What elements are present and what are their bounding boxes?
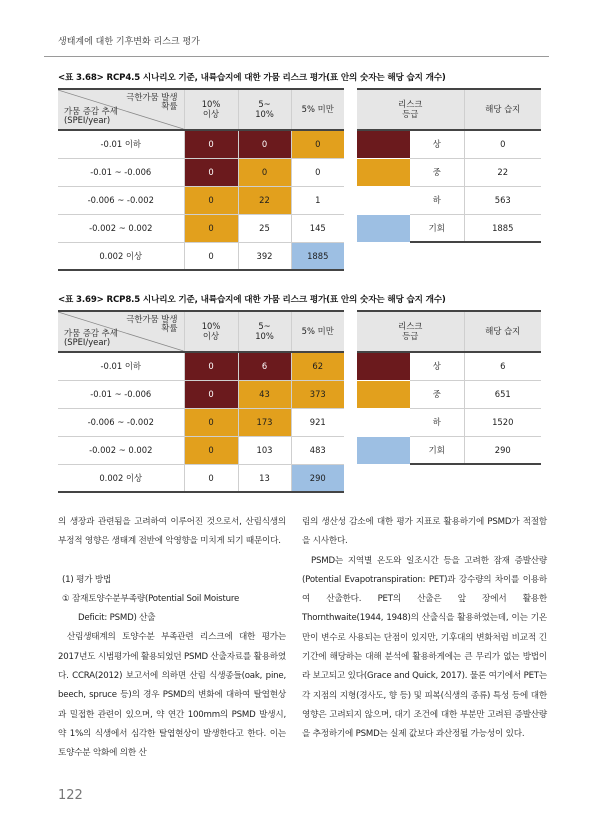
cell-low: 145 [291, 214, 344, 242]
cell-medium: 0 [184, 408, 238, 436]
col-header: 5% 미만 [291, 89, 344, 130]
section-heading: (1) 평가 방법 [62, 574, 112, 585]
page-number: 122 [58, 788, 83, 803]
legend-header-grade: 리스크 등급 [357, 311, 464, 352]
cell-medium: 62 [291, 352, 344, 380]
row-label: -0.01 ~ -0.006 [58, 158, 184, 186]
running-header: 생태계에 대한 기후변화 리스크 평가 [58, 37, 200, 47]
table-row [58, 436, 344, 464]
legend-row [357, 380, 541, 408]
table-caption-3-69: <표 3.69> RCP8.5 시나리오 기준, 내륙습지에 대한 가뭄 리스크 평가(표 안의 숫자는 해당 습지 개수) [58, 295, 446, 305]
legend-row [357, 214, 541, 242]
paragraph: PSMD는 지역별 온도와 일조시간 등을 고려한 잠재 증발산량(Potential Evapotranspiration: PET)과 강수량의 차이를 이용하여 산출한다. PET의 산출은 앞 장에서 활용한 Thornthwaite(1944, 1948)의 산출식을 활용하였는데, 이는 기온만이 변수로 사용되는 단점이 있지만, 기후대의 변화처럼 비교적 긴 기간에 해당하는 대해 분석에 활용하게에는 큰 무리가 없는 방법이라 보고되고 있다(Grace and Quick, 2017). 물론 여기에서 PET는 각 지점의 지형(경사도, 향 등) 및 피복(식생의 종류) 특성 등에 대한 영향은 고려되지 않으며, 대기 조건에 대한 부분만 고려된 증발산량을 추정하기에 PSMD는 실제 값보다 과산정될 가능성이 있다. [302, 555, 547, 740]
row-label: -0.006 ~ -0.002 [58, 408, 184, 436]
cell-low: 13 [238, 464, 291, 492]
table-row [58, 464, 344, 492]
legend-row [357, 436, 541, 464]
cell-low: 0 [184, 242, 238, 270]
legend-row [357, 158, 541, 186]
legend-grade: 기회 [410, 436, 464, 464]
subsection-heading: ① 잠재토양수분부족량(Potential Soil Moisture [62, 593, 240, 604]
cell-low: 103 [238, 436, 291, 464]
legend-count: 563 [464, 186, 541, 214]
table-row [58, 242, 344, 270]
legend-swatch-medium [357, 380, 410, 408]
table-row [58, 408, 344, 436]
legend-swatch-low [357, 408, 410, 436]
table-row [58, 186, 344, 214]
legend-swatch-medium [357, 158, 410, 186]
legend-row [357, 408, 541, 436]
cell-high: 0 [184, 158, 238, 186]
cell-medium: 0 [238, 158, 291, 186]
legend-header-count: 해당 습지 [464, 311, 541, 352]
body-column-right [302, 513, 547, 745]
row-label: 0.002 이상 [58, 464, 184, 492]
row-label: -0.006 ~ -0.002 [58, 186, 184, 214]
table-row [58, 380, 344, 408]
cell-medium: 0 [291, 130, 344, 158]
legend-swatch-high [357, 352, 410, 380]
corner-top-label: 극한가뭄 발생 확률 [126, 314, 178, 334]
col-header: 5~ 10% [238, 311, 291, 352]
legend-count: 6 [464, 352, 541, 380]
cell-low: 0 [184, 464, 238, 492]
cell-medium: 0 [184, 186, 238, 214]
cell-high: 0 [184, 352, 238, 380]
legend-header-grade: 리스크 등급 [357, 89, 464, 130]
col-header: 10% 이상 [184, 311, 238, 352]
table-row [58, 158, 344, 186]
legend-row [357, 130, 541, 158]
cell-low: 921 [291, 408, 344, 436]
legend-grade: 상 [410, 130, 464, 158]
row-label: -0.01 이하 [58, 352, 184, 380]
cell-opportunity: 1885 [291, 242, 344, 270]
body-column-left [58, 513, 286, 764]
cell-high: 0 [184, 130, 238, 158]
legend-grade: 중 [410, 380, 464, 408]
cell-medium: 373 [291, 380, 344, 408]
row-label: -0.002 ~ 0.002 [58, 214, 184, 242]
legend-row [357, 186, 541, 214]
row-label: 0.002 이상 [58, 242, 184, 270]
legend-count: 0 [464, 130, 541, 158]
cell-medium: 173 [238, 408, 291, 436]
legend-swatch-opportunity [357, 436, 410, 464]
row-label: -0.01 ~ -0.006 [58, 380, 184, 408]
matrix-corner-header [58, 89, 184, 130]
table-row [58, 352, 344, 380]
subsection-heading-cont: Deficit: PSMD) 산출 [78, 613, 156, 624]
paragraph: 림의 생산성 감소에 대한 평가 지표로 활용하기에 PSMD가 적절함을 시사한다. [302, 517, 547, 547]
legend-count: 1885 [464, 214, 541, 242]
paragraph: 산림생태계의 토양수분 부족관련 리스크에 대한 평가는 2017년도 시범평가에 활용되었던 PSMD 산출자료를 활용하였다. CCRA(2012) 보고서에 의하면 산림 식생종들(oak, pine, beech, spruce 등)의 경우 PSMD의 변화에 대하여 탈엽현상과 밀접한 관련이 있으며, 약 연간 100mm의 PSMD 발생시, 약 1%의 식생에서 심각한 탈엽현상이 발생한다고 한다. 이는 토양수분 악화에 의한 산 [58, 632, 286, 759]
cell-low: 392 [238, 242, 291, 270]
legend-count: 651 [464, 380, 541, 408]
legend-count: 1520 [464, 408, 541, 436]
cell-medium: 43 [238, 380, 291, 408]
cell-medium: 0 [184, 214, 238, 242]
corner-bottom-label: 가뭄 증감 추세 (SPEI/year) [64, 327, 118, 348]
cell-low: 483 [291, 436, 344, 464]
risk-grade-legend-rcp45 [357, 88, 541, 243]
table-row [58, 130, 344, 158]
legend-grade: 기회 [410, 214, 464, 242]
col-header: 5% 미만 [291, 311, 344, 352]
legend-grade: 하 [410, 408, 464, 436]
legend-grade: 중 [410, 158, 464, 186]
row-label: -0.002 ~ 0.002 [58, 436, 184, 464]
cell-high: 0 [238, 130, 291, 158]
paragraph: 의 생장과 관련됨을 고려하여 이루어진 것으로서, 산림식생의 부정적 영향은 생태계 전반에 악영향을 미치게 되기 때문이다. [58, 517, 286, 547]
cell-low: 0 [291, 158, 344, 186]
risk-grade-legend-rcp85 [357, 310, 541, 465]
risk-matrix-table-rcp85 [58, 310, 344, 493]
cell-medium: 0 [184, 436, 238, 464]
col-header: 10% 이상 [184, 89, 238, 130]
legend-swatch-low [357, 186, 410, 214]
legend-row [357, 352, 541, 380]
cell-low: 1 [291, 186, 344, 214]
legend-grade: 상 [410, 352, 464, 380]
legend-count: 290 [464, 436, 541, 464]
row-label: -0.01 이하 [58, 130, 184, 158]
legend-swatch-high [357, 130, 410, 158]
legend-grade: 하 [410, 186, 464, 214]
header-divider [44, 56, 549, 57]
legend-swatch-opportunity [357, 214, 410, 242]
matrix-corner-header [58, 311, 184, 352]
legend-count: 22 [464, 158, 541, 186]
cell-high: 0 [184, 380, 238, 408]
table-row [58, 214, 344, 242]
risk-matrix-table-rcp45 [58, 88, 344, 271]
cell-opportunity: 290 [291, 464, 344, 492]
cell-high: 6 [238, 352, 291, 380]
corner-bottom-label: 가뭄 증감 추세 (SPEI/year) [64, 105, 118, 126]
legend-header-count: 해당 습지 [464, 89, 541, 130]
cell-medium: 22 [238, 186, 291, 214]
corner-top-label: 극한가뭄 발생 확률 [126, 92, 178, 112]
col-header: 5~ 10% [238, 89, 291, 130]
table-caption-3-68: <표 3.68> RCP4.5 시나리오 기준, 내륙습지에 대한 가뭄 리스크 평가(표 안의 숫자는 해당 습지 개수) [58, 73, 446, 83]
cell-low: 25 [238, 214, 291, 242]
